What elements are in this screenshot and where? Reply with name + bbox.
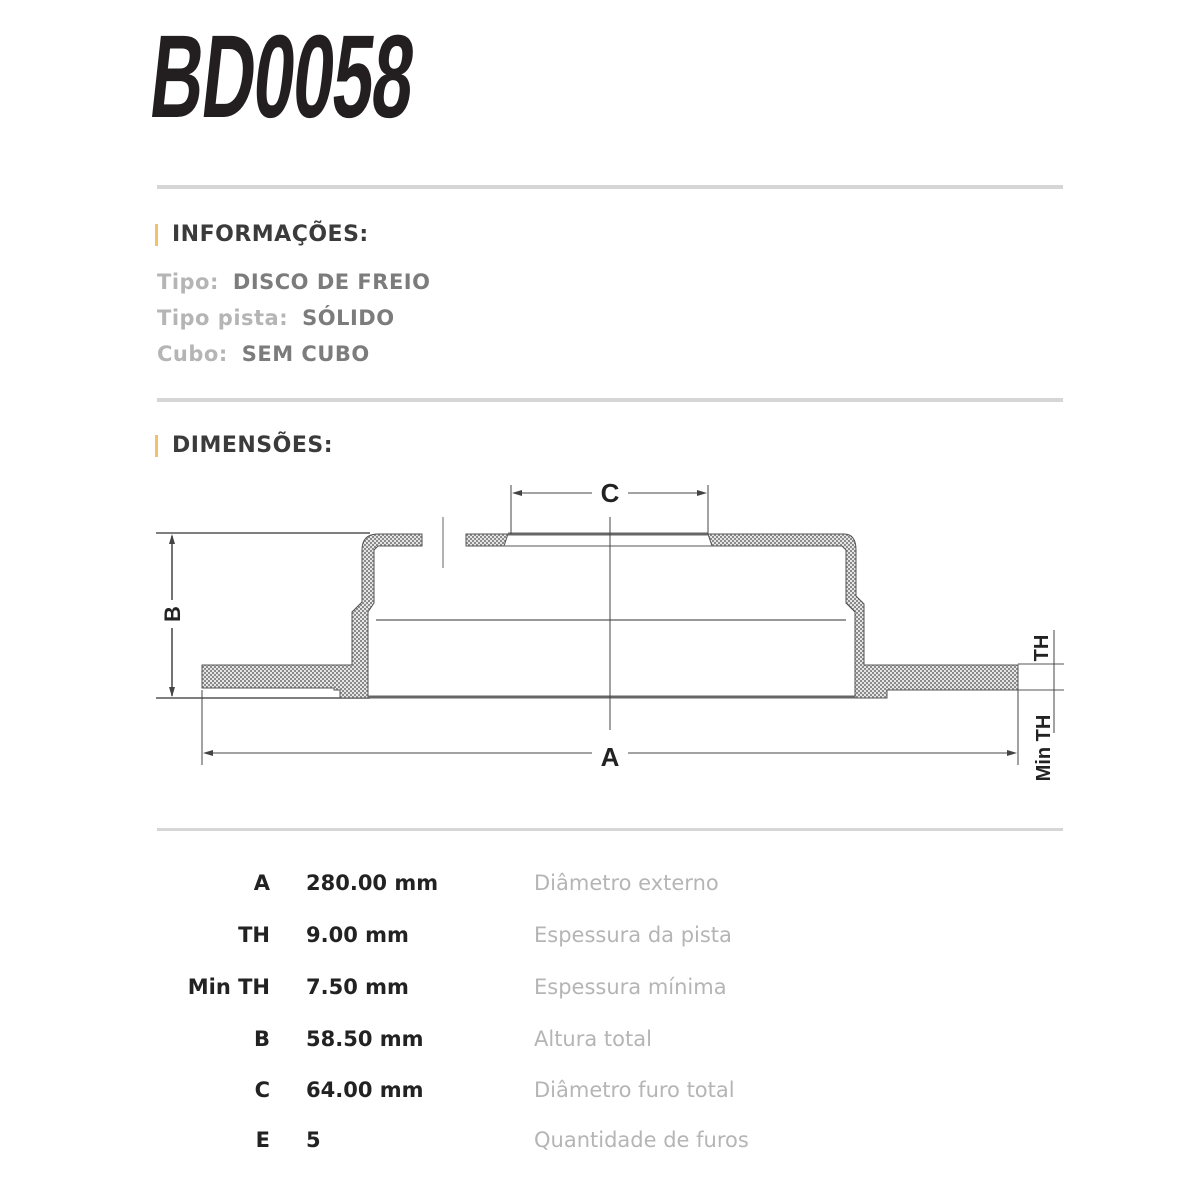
dimensions-section-title: DIMENSÕES: bbox=[172, 433, 333, 458]
dimension-description: Quantidade de furos bbox=[534, 1128, 749, 1152]
dimension-description: Diâmetro furo total bbox=[534, 1078, 735, 1102]
dimension-key: C bbox=[254, 1078, 270, 1102]
dimensions-section-heading bbox=[155, 433, 333, 458]
info-value: SÓLIDO bbox=[302, 306, 395, 330]
brake-disc-diagram bbox=[150, 470, 1070, 810]
dimension-description: Espessura mínima bbox=[534, 975, 727, 999]
info-row-track-type bbox=[157, 306, 395, 330]
label-a: A bbox=[600, 742, 620, 772]
product-code-title: BD0058 bbox=[144, 11, 420, 143]
divider bbox=[157, 828, 1063, 831]
dimension-value: 280.00 mm bbox=[306, 871, 439, 895]
dimension-row-a bbox=[150, 871, 850, 911]
divider bbox=[157, 185, 1063, 189]
dimension-key: B bbox=[253, 1027, 270, 1051]
info-label: Tipo: bbox=[157, 270, 219, 294]
accent-bar bbox=[155, 224, 158, 246]
label-c: C bbox=[600, 478, 620, 508]
info-label: Tipo pista: bbox=[157, 306, 289, 330]
dimension-row-th bbox=[150, 923, 850, 963]
info-value: DISCO DE FREIO bbox=[232, 270, 431, 294]
info-row-hub bbox=[157, 342, 370, 366]
dimension-value: 9.00 mm bbox=[306, 923, 409, 947]
dimension-value: 64.00 mm bbox=[306, 1078, 424, 1102]
dimension-row-c bbox=[150, 1078, 850, 1118]
info-row-type bbox=[157, 270, 430, 294]
dimension-description: Espessura da pista bbox=[534, 923, 732, 947]
dimension-value: 58.50 mm bbox=[306, 1027, 424, 1051]
label-min-th: Min TH bbox=[1033, 714, 1055, 782]
dimension-description: Altura total bbox=[534, 1027, 652, 1051]
dimension-key: TH bbox=[238, 923, 270, 947]
info-section-title: INFORMAÇÕES: bbox=[172, 222, 369, 247]
dimension-row-b bbox=[150, 1027, 850, 1067]
label-b: B bbox=[160, 606, 185, 622]
divider bbox=[157, 398, 1063, 402]
dimension-value: 5 bbox=[306, 1128, 321, 1152]
info-section-heading bbox=[155, 222, 369, 247]
dimension-row-min-th bbox=[150, 975, 850, 1015]
label-th: TH bbox=[1031, 634, 1053, 662]
accent-bar bbox=[155, 435, 158, 457]
info-value: SEM CUBO bbox=[241, 342, 370, 366]
dimension-key: E bbox=[255, 1128, 270, 1152]
dimension-key: A bbox=[253, 871, 270, 895]
info-label: Cubo: bbox=[157, 342, 228, 366]
dimension-key: Min TH bbox=[187, 975, 270, 999]
dimension-value: 7.50 mm bbox=[306, 975, 409, 999]
dimension-description: Diâmetro externo bbox=[534, 871, 719, 895]
dimension-row-e bbox=[150, 1128, 850, 1168]
